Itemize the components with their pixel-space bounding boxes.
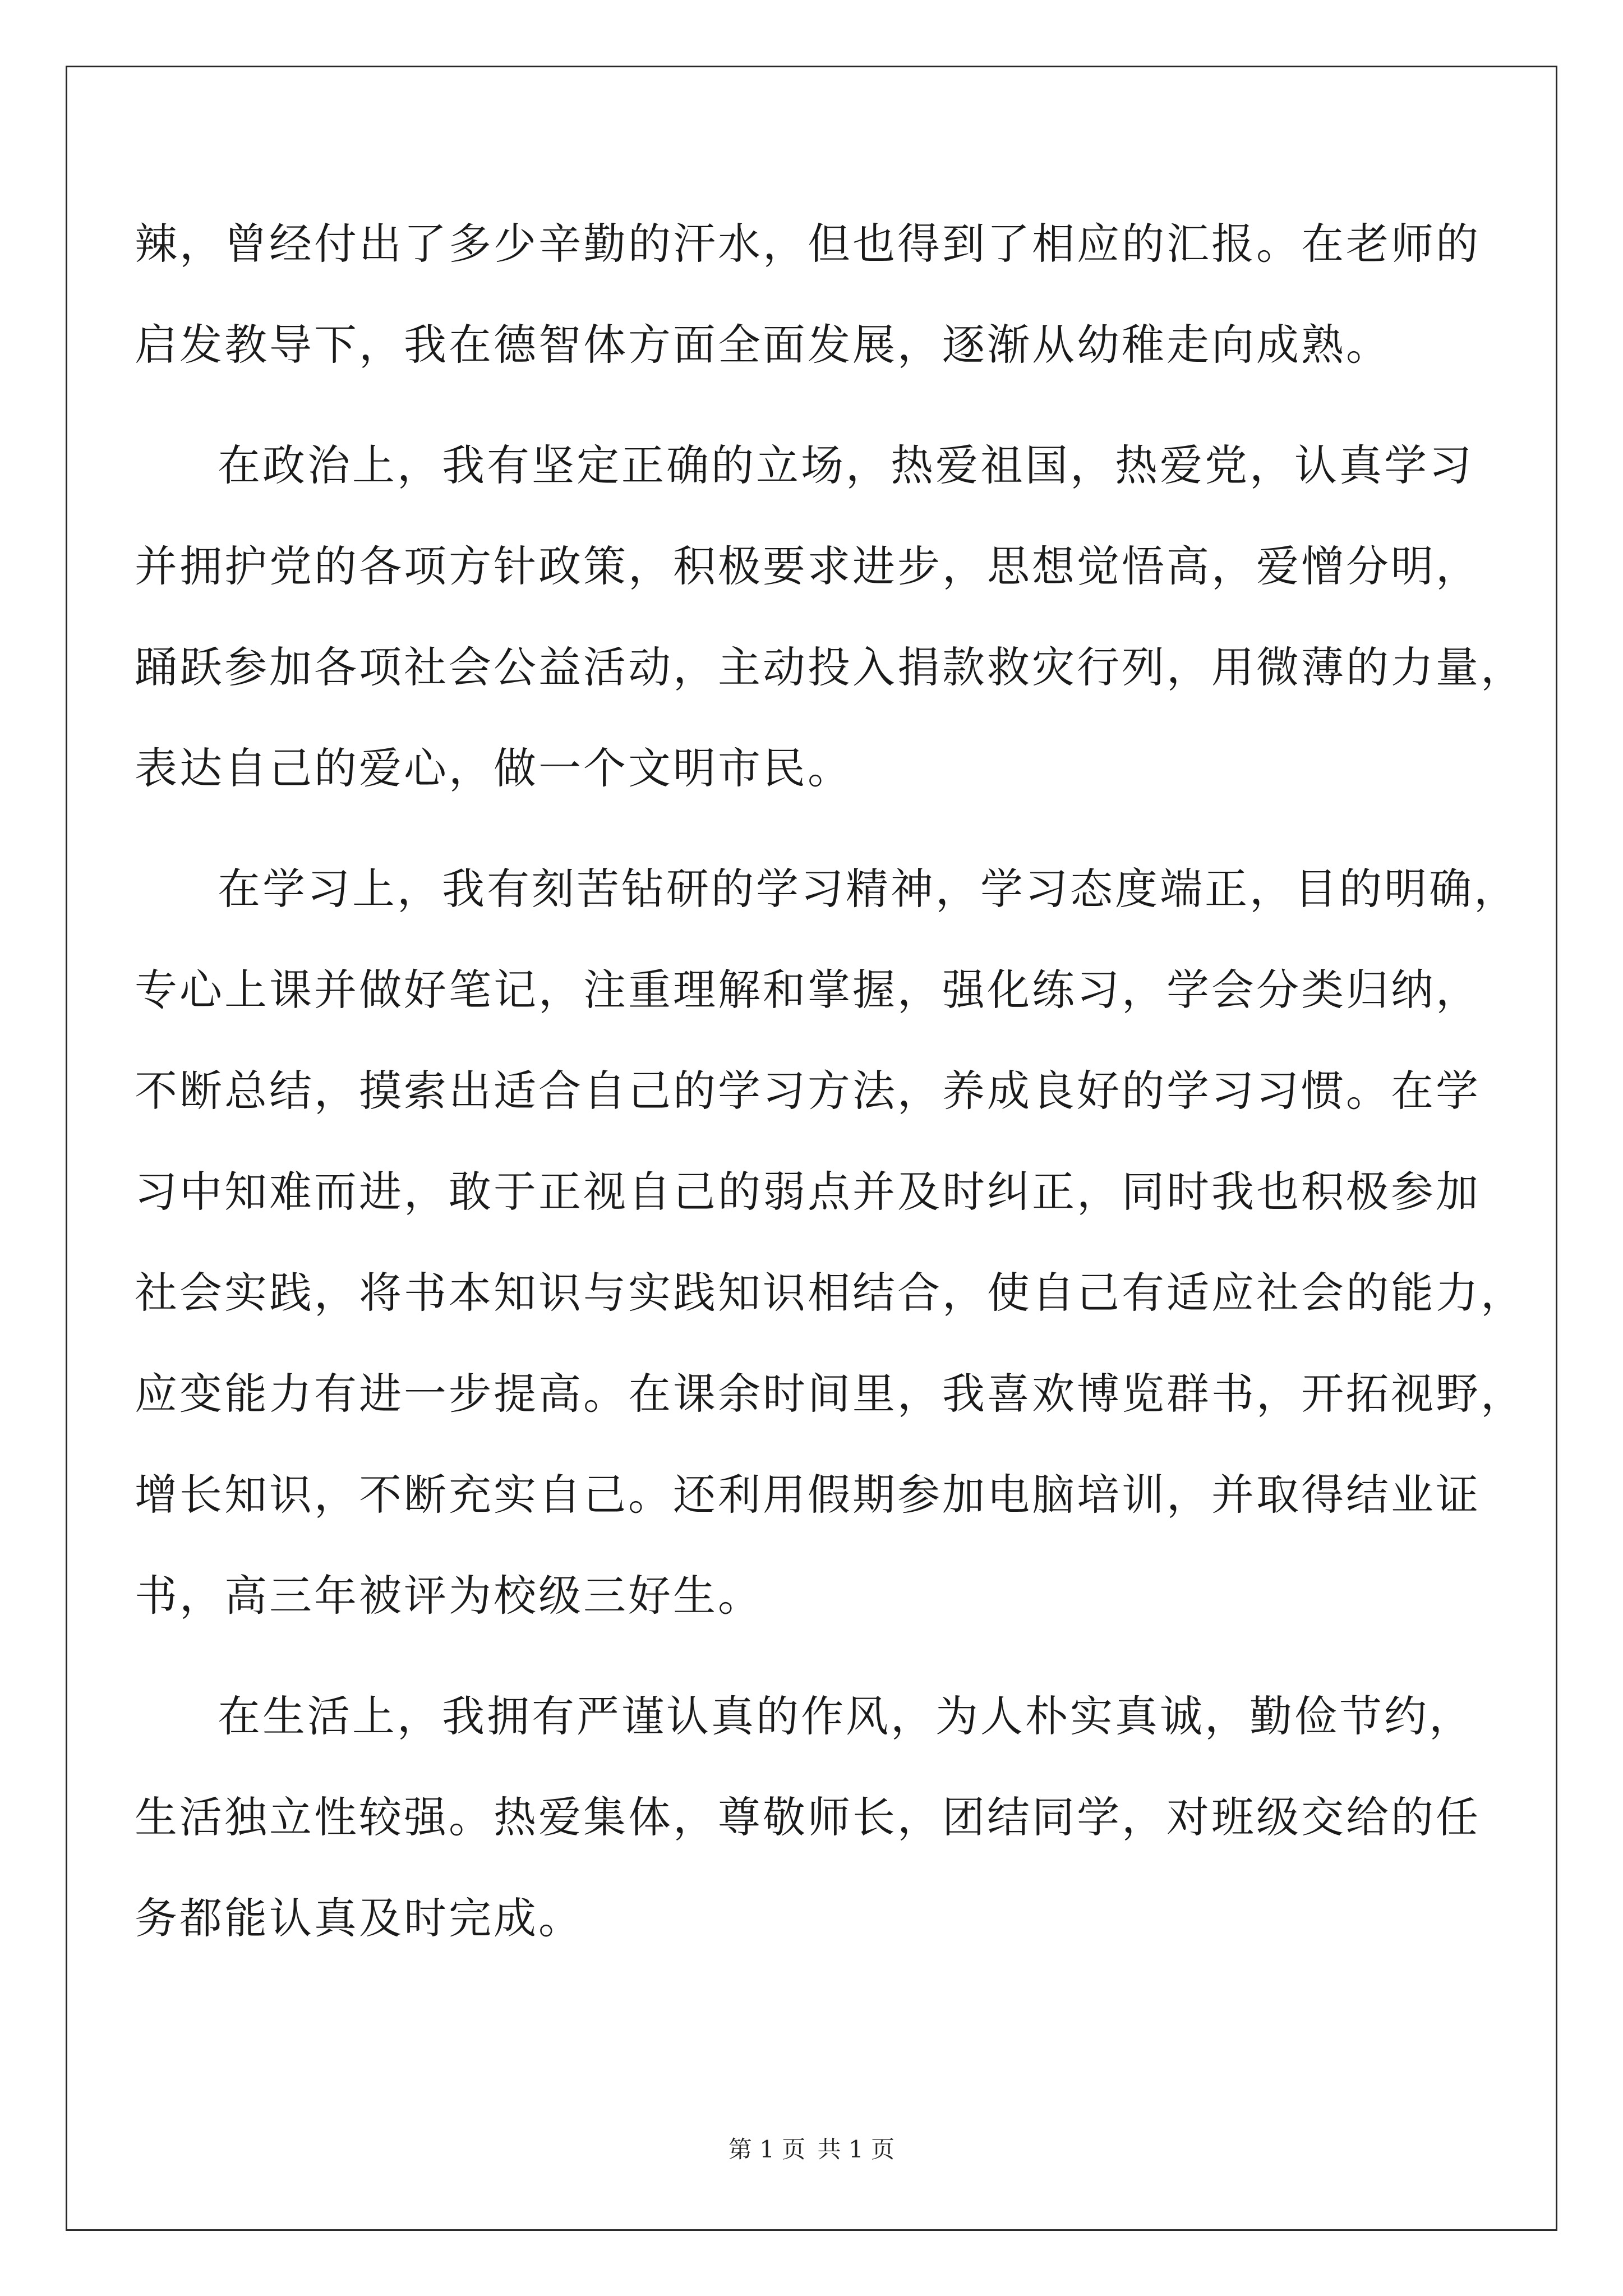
text-line: 书，高三年被评为校级三好生。 [135,1571,763,1621]
text-line: 启发教导下，我在德智体方面全面发展，逐渐从幼稚走向成熟。 [135,320,1391,370]
text-line: 并拥护党的各项方针政策，积极要求进步，思想觉悟高，爱憎分明， [135,541,1481,591]
page-footer [0,2133,1623,2166]
text-line: 表达自己的爱心，做一个文明市民。 [135,743,852,793]
text-line: 不断总结，摸索出适合自己的学习方法，养成良好的学习习惯。在学 [135,1066,1481,1116]
paragraph-first-line: 在生活上，我拥有严谨认真的作风，为人朴实真诚，勤俭节约， [218,1691,1474,1741]
text-line: 增长知识，不断充实自己。还利用假期参加电脑培训，并取得结业证 [135,1470,1481,1520]
text-line: 踊跃参加各项社会公益活动，主动投入捐款救灾行列，用微薄的力量， [135,642,1525,692]
paragraph-first-line: 在学习上，我有刻苦钻研的学习精神，学习态度端正，目的明确， [218,864,1519,914]
paragraph-first-line: 在政治上，我有坚定正确的立场，热爱祖国，热爱党，认真学习 [218,440,1474,490]
page-number: 第 1 页 [728,2136,806,2163]
text-line: 生活独立性较强。热爱集体，尊敬师长，团结同学，对班级交给的任 [135,1792,1481,1842]
page-total: 共 1 页 [817,2136,895,2163]
text-line: 专心上课并做好笔记，注重理解和掌握，强化练习，学会分类归纳， [135,965,1481,1015]
text-line: 应变能力有进一步提高。在课余时间里，我喜欢博览群书，开拓视野， [135,1369,1525,1419]
text-line: 务都能认真及时完成。 [135,1893,583,1943]
text-line: 社会实践，将书本知识与实践知识相结合，使自己有适应社会的能力， [135,1268,1525,1318]
text-line: 辣，曾经付出了多少辛勤的汗水，但也得到了相应的汇报。在老师的 [135,219,1481,269]
text-line: 习中知难而进，敢于正视自己的弱点并及时纠正，同时我也积极参加 [135,1167,1481,1217]
